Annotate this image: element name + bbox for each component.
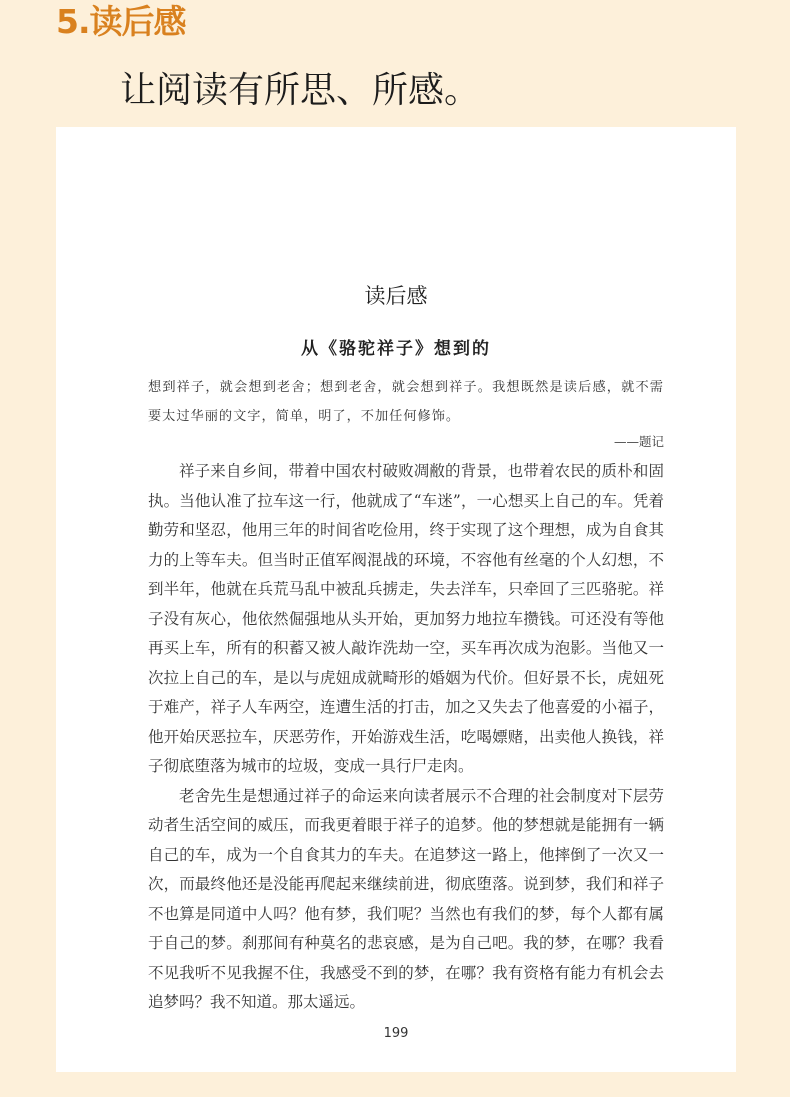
article-body <box>148 457 664 1018</box>
section-heading: 5.读后感 <box>56 2 186 41</box>
paragraph: 祥子来自乡间，带着中国农村破败凋敝的背景，也带着农民的质朴和固执。当他认准了拉车这一行，他就成了“车迷”，一心想买上自己的车。凭着勤劳和坚忍，他用三年的时间省吃俭用，终于实现了这个理想，成为自食其力的上等车夫。但当时正值军阀混战的环境，不容他有丝毫的个人幻想，不到半年，他就在兵荒马乱中被乱兵掳走，失去洋车，只牵回了三匹骆驼。祥子没有灰心，他依然倔强地从头开始，更加努力地拉车攒钱。可还没有等他再买上车，所有的积蓄又被人敲诈洗劫一空，买车再次成为泡影。当他又一次拉上自己的车，是以与虎妞成就畸形的婚姻为代价。但好景不长，虎妞死于难产，祥子人车两空，连遭生活的打击，加之又失去了他喜爱的小福子，他开始厌恶拉车，厌恶劳作，开始游戏生活，吃喝嫖赌，出卖他人换钱，祥子彻底堕落为城市的垃圾，变成一具行尸走肉。 <box>148 462 664 775</box>
paragraph: 老舍先生是想通过祥子的命运来向读者展示不合理的社会制度对下层劳动者生活空间的威压，而我更着眼于祥子的追梦。他的梦想就是能拥有一辆自己的车，成为一个自食其力的车夫。在追梦这一路上，他摔倒了一次又一次，而最终他还是没能再爬起来继续前进，彻底堕落。说到梦，我们和祥子不也算是同道中人吗？他有梦，我们呢？当然也有我们的梦，每个人都有属于自己的梦。刹那间有种莫名的悲哀感，是为自己吧。我的梦，在哪？我看不见我听不见我握不住，我感受不到的梦，在哪？我有资格有能力有机会去追梦吗？我不知道。那太遥远。 <box>148 786 664 1011</box>
book-page <box>56 127 736 1072</box>
page-title: 读后感 <box>364 284 428 308</box>
page-number: 199 <box>383 1026 409 1041</box>
section-subtitle: 让阅读有所思、所感。 <box>120 70 481 111</box>
epigraph-source: ——题记 <box>613 434 664 449</box>
epigraph: 想到祥子，就会想到老舍；想到老舍，就会想到祥子。我想既然是读后感，就不需要太过华丽的文字，简单，明了，不加任何修饰。 <box>148 380 664 424</box>
article-title: 从《骆驼祥子》想到的 <box>301 339 491 359</box>
